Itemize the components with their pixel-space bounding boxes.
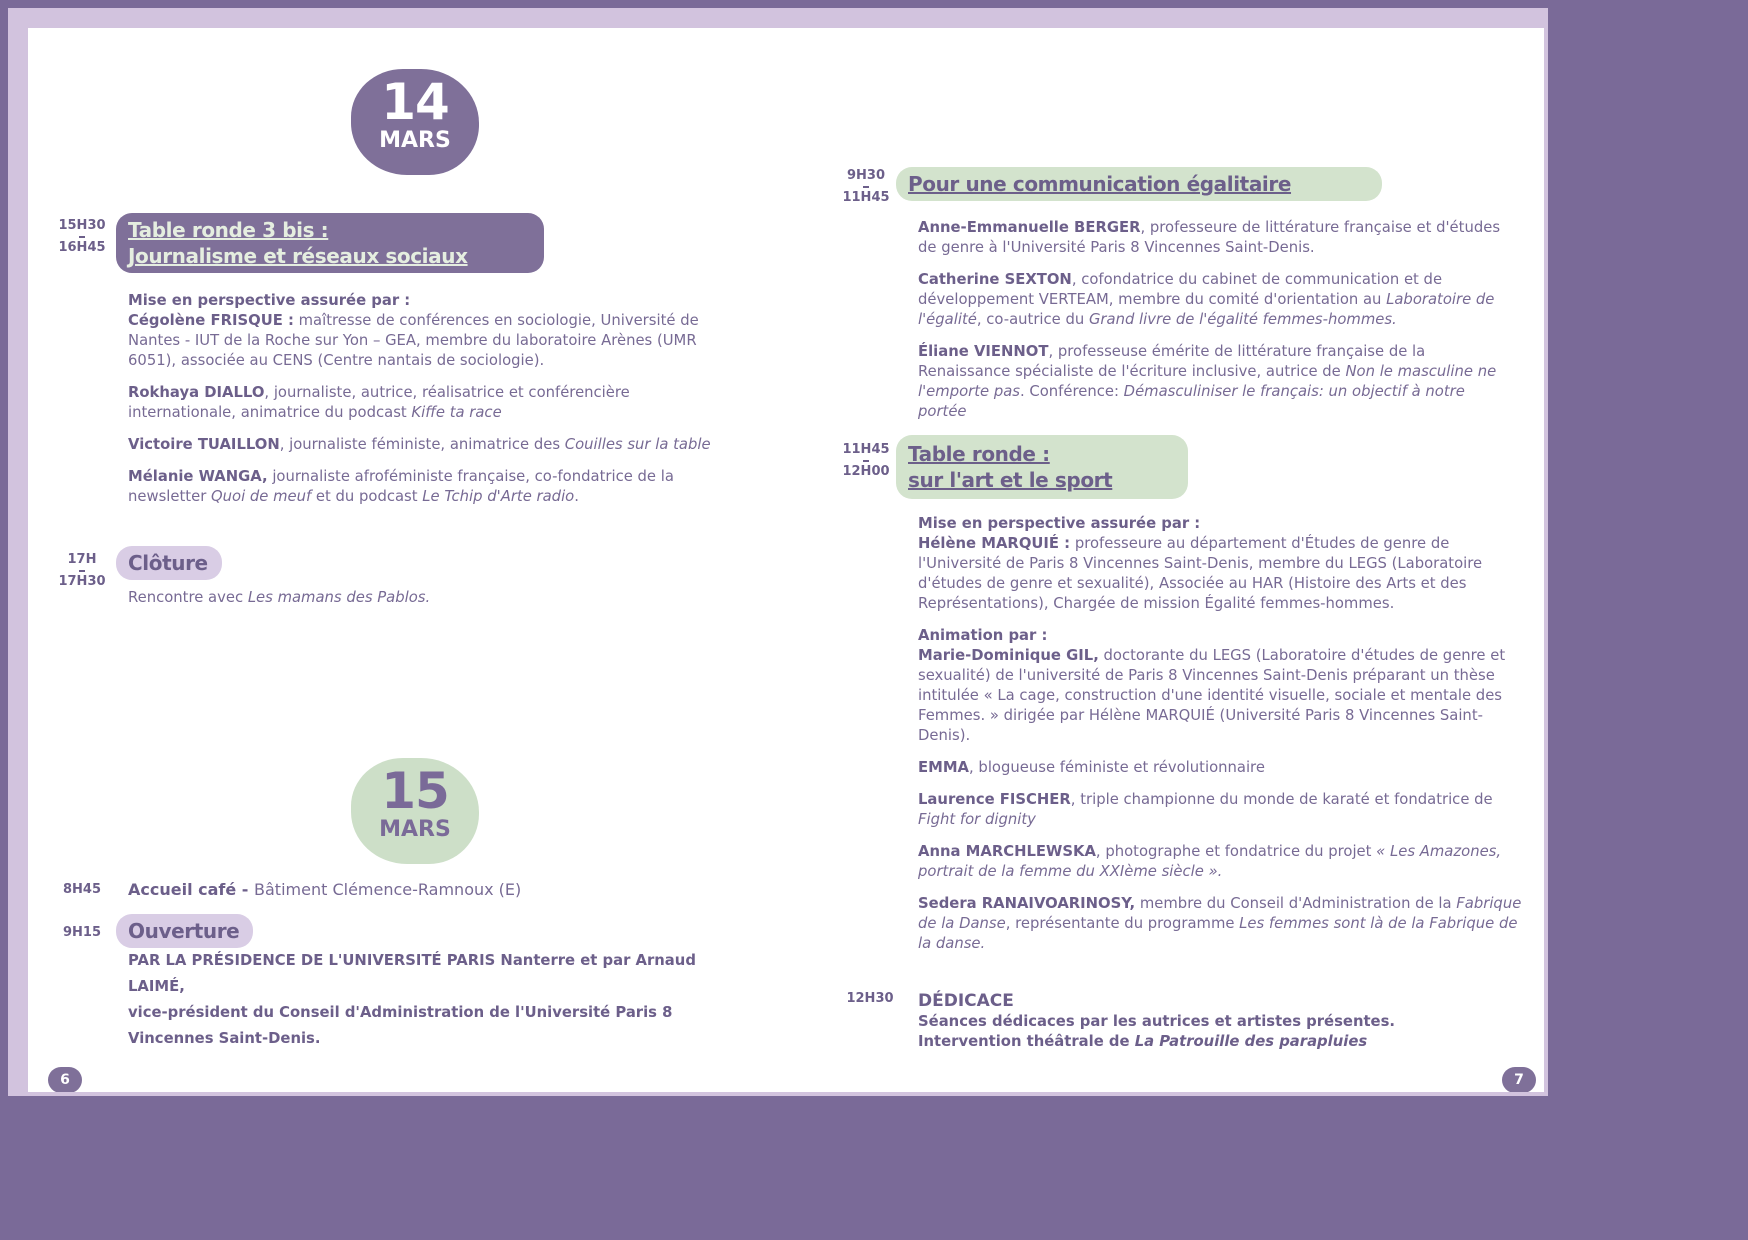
speaker-ranaivoarinosy <box>918 894 1528 954</box>
time-separator <box>79 236 85 238</box>
time-slot-accueil <box>56 882 108 898</box>
speaker-name: Anne-Emmanuelle BERGER <box>918 219 1141 236</box>
date-day: 14 <box>381 73 449 131</box>
communication-speakers <box>918 218 1518 434</box>
speaker-sexton <box>918 270 1518 330</box>
heading-text: Pour une communication égalitaire <box>908 172 1292 196</box>
speaker-description: , photographe et fondatrice du projet <box>1095 843 1377 860</box>
speaker-name: Rokhaya DIALLO <box>128 384 265 401</box>
heading-line-1: Table ronde 3 bis : <box>128 218 329 242</box>
speaker-name: Cégolène FRISQUE : <box>128 312 294 329</box>
heading-line-2: Journalisme et réseaux sociaux <box>128 244 468 268</box>
project-title: « Les Amazones, portrait de la femme du XXIème siècle ». <box>918 843 1502 880</box>
book-title: Non le masculine ne l'emporte pas <box>918 363 1497 400</box>
speaker-name: Laurence FISCHER <box>918 791 1071 808</box>
cloture-description: Rencontre avec <box>128 589 248 606</box>
organization-name: Fight for dignity <box>918 811 1036 828</box>
time-end: 11H45 <box>842 190 890 205</box>
ouverture-line-3: Vincennes Saint-Denis. <box>128 1030 321 1047</box>
section-heading-art-sport <box>896 435 1188 499</box>
heading-line-1: Table ronde : <box>908 442 1050 466</box>
group-name: Les mamans des Pablos. <box>247 589 431 606</box>
dedicace-line-1: Séances dédicaces par les autrices et artistes présentes. <box>918 1013 1396 1030</box>
time-separator <box>863 186 869 188</box>
time-separator <box>863 460 869 462</box>
speaker-description: , cofondatrice du cabinet de communication et de développement VERTEAM, membre du comité d'orientation au <box>918 271 1443 308</box>
speaker-description-cont: et du podcast <box>311 488 423 505</box>
speaker-diallo <box>128 383 738 423</box>
ouverture-line-2: vice-président du Conseil d'Administration de l'Université Paris 8 <box>128 1004 673 1021</box>
speaker-name: Catherine SEXTON <box>918 271 1072 288</box>
date-day: 15 <box>381 762 449 820</box>
time-start: 8H45 <box>62 882 102 897</box>
speaker-description: , triple championne du monde de karaté et fondatrice de <box>1070 791 1493 808</box>
date-month: MARS <box>379 817 451 842</box>
date-badge-15-mars <box>351 758 479 864</box>
time-slot-communication <box>840 168 892 206</box>
punctuation: . <box>574 488 579 505</box>
dedicace-line-2: Intervention théâtrale de <box>918 1033 1135 1050</box>
speaker-marquie <box>918 514 1528 614</box>
speaker-gil <box>918 626 1528 746</box>
speaker-description: professeure au département d'Études de genre de l'Université de Paris 8 Vincennes Saint-Denis, membre du LEGS (Laboratoire d'études de genre et sexualité), Associée au HAR (Histoire des Arts et des Représentations), Chargée de mission Égalité femmes-hommes. <box>918 535 1483 612</box>
speaker-description: membre du Conseil d'Administration de la <box>1135 895 1457 912</box>
cloture-text <box>128 588 728 608</box>
time-start: 15H30 <box>58 218 106 233</box>
time-separator <box>79 570 85 572</box>
time-slot-ouverture <box>56 925 108 941</box>
section-heading-ouverture <box>116 914 253 948</box>
speaker-name: EMMA <box>918 759 970 776</box>
dedicace-block <box>918 990 1518 1052</box>
speaker-name: Mélanie WANGA, <box>128 468 268 485</box>
section-heading-cloture <box>116 546 222 580</box>
podcast-title: Kiffe ta race <box>411 404 502 421</box>
speaker-tuaillon <box>128 435 738 455</box>
accueil-text <box>128 880 728 900</box>
page-number-left: 6 <box>48 1067 82 1092</box>
heading-text: Clôture <box>128 551 208 575</box>
speaker-description-cont: , représentante du programme <box>1005 915 1240 932</box>
conference-title: Démasculiniser le français: un objectif à notre portée <box>918 383 1465 420</box>
organization-name: Fabrique de la Danse <box>918 895 1522 932</box>
speaker-description: , blogueuse féministe et révolutionnaire <box>969 759 1265 776</box>
time-end: 16H45 <box>58 240 106 255</box>
intro-label: Mise en perspective assurée par : <box>128 292 411 309</box>
ouverture-line-1: PAR LA PRÉSIDENCE DE L'UNIVERSITÉ PARIS Nanterre et par Arnaud LAIMÉ, <box>128 952 696 995</box>
podcast-title: Couilles sur la table <box>564 436 711 453</box>
speaker-name: Éliane VIENNOT <box>918 343 1049 360</box>
speaker-viennot <box>918 342 1518 422</box>
speaker-name: Victoire TUAILLON <box>128 436 280 453</box>
speaker-description: , professeure de littérature française et d'études de genre à l'Université Paris 8 Vincennes Saint-Denis. <box>918 219 1501 256</box>
date-month: MARS <box>379 128 451 153</box>
speaker-description: maîtresse de conférences en sociologie, Université de Nantes - IUT de la Roche sur Yon – GEA, membre du laboratoire Arènes (UMR 6051), associée au CENS (Centre nantais de sociologie). <box>128 312 699 369</box>
time-start: 17H <box>67 552 97 567</box>
speaker-frisque <box>128 291 738 371</box>
program-title: Les femmes sont là de la Fabrique de la danse. <box>918 915 1518 952</box>
speaker-name: Hélène MARQUIÉ : <box>918 535 1071 552</box>
time-slot-dedicace <box>840 991 900 1007</box>
brochure-spread <box>28 28 1544 1092</box>
time-slot-cloture <box>56 552 108 590</box>
book-title: Grand livre de l'égalité femmes-hommes. <box>1088 311 1397 328</box>
section-heading-table-ronde-3-bis <box>116 213 544 273</box>
speaker-wanga <box>128 467 738 507</box>
speaker-name: Anna MARCHLEWSKA <box>918 843 1096 860</box>
date-badge-14-mars <box>351 69 479 175</box>
speaker-berger <box>918 218 1518 258</box>
accueil-label: Accueil café - <box>128 880 255 899</box>
speaker-description: , journaliste féministe, animatrice des <box>279 436 565 453</box>
time-start: 9H15 <box>62 925 102 940</box>
page-frame <box>8 8 1548 1096</box>
art-sport-speakers <box>918 514 1528 966</box>
speaker-name: Marie-Dominique GIL, <box>918 647 1099 664</box>
time-slot-tr3bis <box>56 218 108 256</box>
accueil-place: Bâtiment Clémence-Ramnoux (E) <box>254 880 522 899</box>
time-end: 17H30 <box>58 574 106 589</box>
dedicace-title: DÉDICACE <box>918 991 1014 1011</box>
time-start: 12H30 <box>846 991 894 1006</box>
lab-name: Laboratoire de l'égalité <box>918 291 1495 328</box>
troupe-name: La Patrouille des parapluies <box>1134 1033 1368 1050</box>
newsletter-title: Quoi de meuf <box>211 488 312 505</box>
speaker-name: Sedera RANAIVOARINOSY, <box>918 895 1136 912</box>
time-end: 12H00 <box>842 464 890 479</box>
speaker-description-cont: , co-autrice du <box>976 311 1089 328</box>
intro-label: Mise en perspective assurée par : <box>918 515 1201 532</box>
speaker-description: journaliste afroféministe française, co-fondatrice de la newsletter <box>128 468 674 505</box>
podcast-title: Le Tchip d'Arte radio <box>422 488 575 505</box>
speaker-description: doctorante du LEGS (Laboratoire d'études de genre et sexualité) de l'université de Paris 8 Vincennes Saint-Denis préparant un thèse intitulée « La cage, construction d'une identité visuelle, sociale et mentale des Femmes. » dirigée par Hélène MARQUIÉ (Université Paris 8 Vincennes Saint-Denis). <box>918 647 1506 744</box>
time-start: 9H30 <box>846 168 886 183</box>
heading-line-2: sur l'art et le sport <box>908 468 1113 492</box>
speaker-emma <box>918 758 1528 778</box>
speaker-description: , professeuse émérite de littérature française de la Renaissance spécialiste de l'écriture inclusive, autrice de <box>918 343 1426 380</box>
page-number-right: 7 <box>1502 1067 1536 1092</box>
tr3bis-speakers <box>128 291 738 519</box>
ouverture-text <box>128 948 748 1052</box>
section-heading-communication <box>896 167 1382 201</box>
speaker-description-cont: . Conférence: <box>1020 383 1124 400</box>
time-start: 11H45 <box>842 442 890 457</box>
animation-label: Animation par : <box>918 627 1048 644</box>
speaker-fischer <box>918 790 1528 830</box>
speaker-description: , journaliste, autrice, réalisatrice et conférencière internationale, animatrice du podcast <box>128 384 630 421</box>
speaker-marchlewska <box>918 842 1528 882</box>
time-slot-art-sport <box>840 442 892 480</box>
heading-text: Ouverture <box>128 919 240 943</box>
